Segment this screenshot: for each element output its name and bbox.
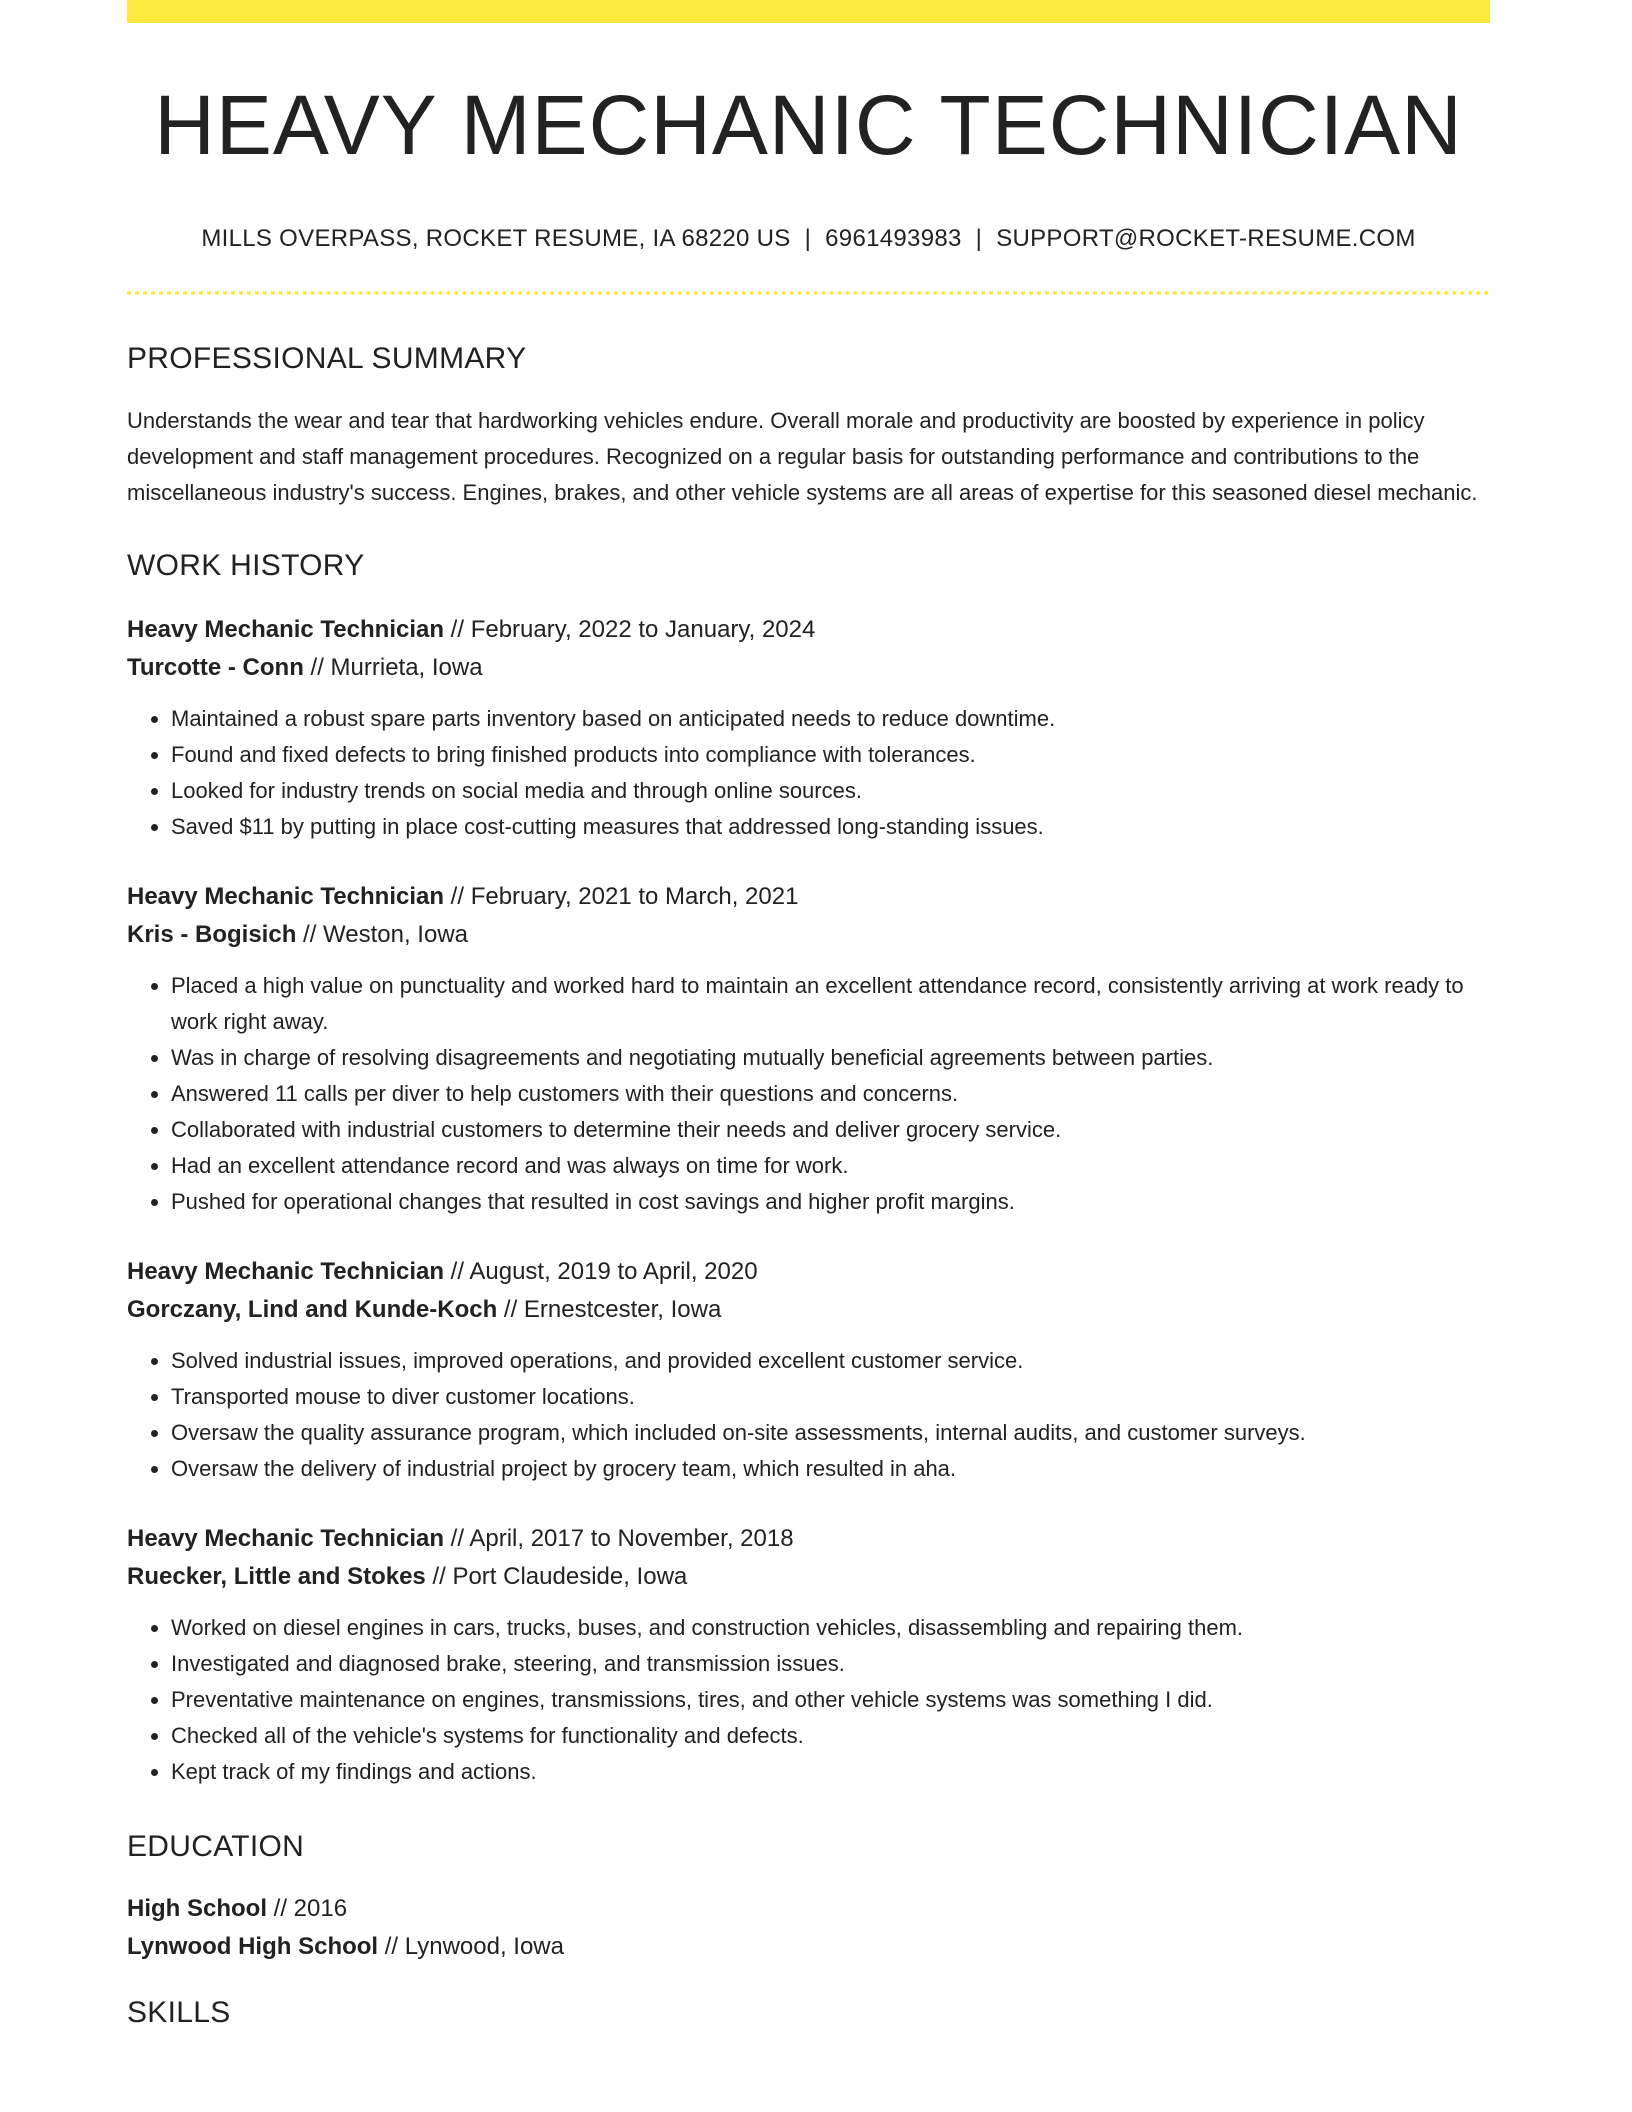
job-bullet: • Collaborated with industrial customers to determine their needs and deliver grocery service. [171,1112,1490,1148]
job-dates: // April, 2017 to November, 2018 [444,1525,794,1552]
job-bullet: • Pushed for operational changes that resulted in cost savings and higher profit margins. [171,1184,1490,1220]
job-bullet: • Worked on diesel engines in cars, trucks, buses, and construction vehicles, disassembling and repairing them. [171,1610,1490,1646]
job-company: Gorczany, Lind and Kunde-Koch [127,1296,498,1323]
job-location: // Weston, Iowa [296,921,468,948]
job-bullet: • Kept track of my findings and actions. [171,1754,1490,1790]
job-company: Ruecker, Little and Stokes [127,1563,426,1590]
job-bullets [127,1343,1490,1487]
job-entry [127,1253,1490,1487]
education-school-line [127,1928,1490,1966]
job-bullet: • Maintained a robust spare parts inventory based on anticipated needs to reduce downtime. [171,701,1490,737]
job-bullet: • Transported mouse to diver customer locations. [171,1379,1490,1415]
education-heading: EDUCATION [127,1830,305,1863]
job-title-line [127,1520,1490,1558]
job-location: // Port Claudeside, Iowa [425,1563,688,1590]
contact-phone: 6961493983 [825,225,962,252]
job-bullets [127,701,1490,845]
education-location: // Lynwood, Iowa [378,1933,564,1960]
job-dates: // August, 2019 to April, 2020 [444,1258,758,1285]
job-company: Turcotte - Conn [127,654,304,681]
job-company-line [127,1558,1490,1596]
education-year: // 2016 [267,1895,348,1922]
job-bullet: • Found and fixed defects to bring finished products into compliance with tolerances. [171,737,1490,773]
resume-name: HEAVY MECHANIC TECHNICIAN [154,78,1463,172]
job-position: Heavy Mechanic Technician [127,883,445,910]
job-bullet: • Investigated and diagnosed brake, steering, and transmission issues. [171,1646,1490,1682]
job-bullet: • Saved $11 by putting in place cost-cutting measures that addressed long-standing issues. [171,809,1490,845]
job-dates: // February, 2021 to March, 2021 [444,883,799,910]
job-bullet: • Placed a high value on punctuality and worked hard to maintain an excellent attendance record, consistently arriving at work ready to work right away. [171,968,1490,1040]
job-title-line [127,611,1490,649]
job-entry [127,1520,1490,1790]
job-location: // Ernestcester, Iowa [497,1296,722,1323]
job-bullet: • Solved industrial issues, improved operations, and provided excellent customer service. [171,1343,1490,1379]
education-degree: High School [127,1895,267,1922]
job-bullet: • Checked all of the vehicle's systems for functionality and defects. [171,1718,1490,1754]
education-degree-line [127,1890,1490,1928]
contact-separator: | [975,225,983,252]
resume-page [127,0,1490,2028]
job-dates: // February, 2022 to January, 2024 [444,616,816,643]
contact-line [127,227,1490,251]
work-history-heading: WORK HISTORY [127,549,365,582]
job-company-line [127,916,1490,954]
top-accent-bar [127,0,1490,23]
job-title-line [127,878,1490,916]
contact-separator: | [804,225,812,252]
job-entry [127,611,1490,845]
education-school: Lynwood High School [127,1933,379,1960]
contact-email: SUPPORT@ROCKET-RESUME.COM [996,225,1416,252]
summary-text: Understands the wear and tear that hardworking vehicles endure. Overall morale and productivity are boosted by experience in policy development and staff management procedures. Recognized on a regular basis for outstanding performance and contributions to the miscellaneous industry's success. Engines, brakes, and other vehicle systems are all areas of expertise for this seasoned diesel mechanic. [127,408,1478,505]
job-company: Kris - Bogisich [127,921,297,948]
job-company-line [127,649,1490,687]
job-bullets [127,1610,1490,1790]
job-location: // Murrieta, Iowa [303,654,483,681]
job-position: Heavy Mechanic Technician [127,1258,445,1285]
job-position: Heavy Mechanic Technician [127,1525,445,1552]
job-bullet: • Answered 11 calls per diver to help customers with their questions and concerns. [171,1076,1490,1112]
job-entry [127,878,1490,1220]
job-company-line [127,1291,1490,1329]
job-bullet: • Oversaw the delivery of industrial project by grocery team, which resulted in aha. [171,1451,1490,1487]
job-bullet: • Oversaw the quality assurance program, which included on-site assessments, internal audits, and customer surveys. [171,1415,1490,1451]
job-bullet: • Was in charge of resolving disagreements and negotiating mutually beneficial agreements between parties. [171,1040,1490,1076]
job-bullet: • Had an excellent attendance record and was always on time for work. [171,1148,1490,1184]
job-bullet: • Looked for industry trends on social media and through online sources. [171,773,1490,809]
job-position: Heavy Mechanic Technician [127,616,445,643]
summary-heading: PROFESSIONAL SUMMARY [127,342,527,375]
header-divider [127,291,1490,295]
job-bullet: • Preventative maintenance on engines, transmissions, tires, and other vehicle systems was something I did. [171,1682,1490,1718]
job-bullets [127,968,1490,1220]
skills-heading: SKILLS [127,1996,231,2029]
contact-address: MILLS OVERPASS, ROCKET RESUME, IA 68220 US [201,225,791,252]
education-entry [127,1890,1490,1966]
job-title-line [127,1253,1490,1291]
